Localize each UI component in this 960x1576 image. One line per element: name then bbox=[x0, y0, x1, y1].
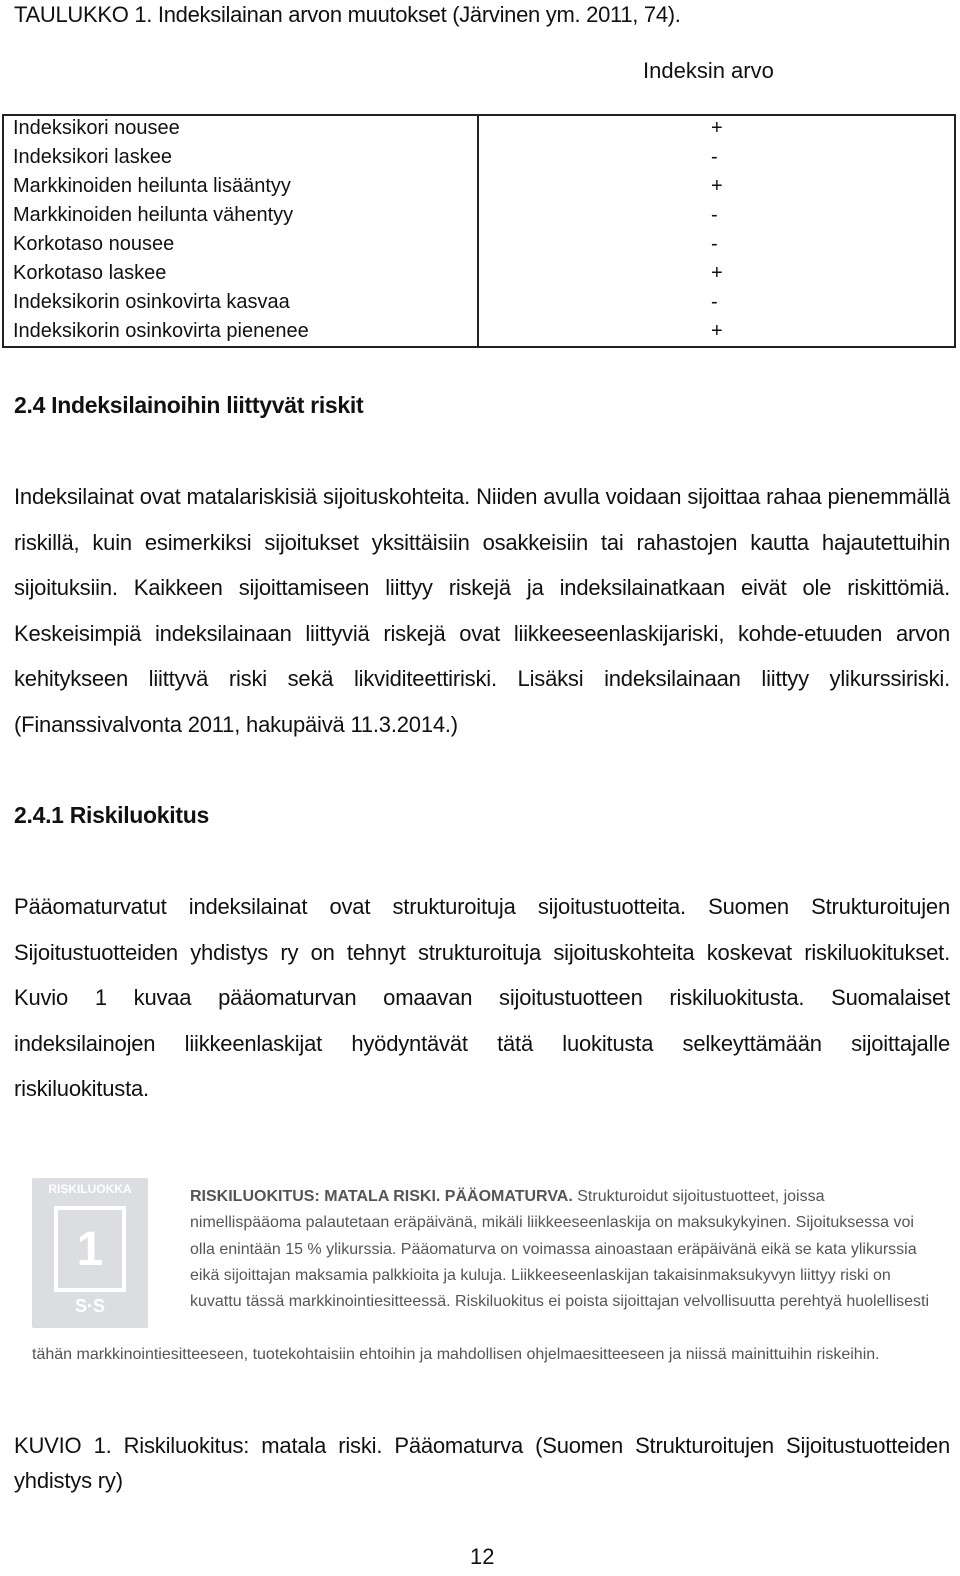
badge-title: RISKILUOKKA bbox=[48, 1182, 132, 1196]
row-label: Markkinoiden heilunta vähentyy bbox=[2, 201, 478, 230]
badge-number: 1 bbox=[54, 1206, 126, 1292]
table-row bbox=[2, 172, 954, 201]
row-value: - bbox=[711, 233, 718, 255]
table-row bbox=[2, 317, 954, 346]
section-2-4-paragraph: Indeksilainat ovat matalariskisiä sijoituskohteita. Niiden avulla voidaan sijoittaa rahaa pienemmällä riskillä, kuin esimerkiksi sijoitukset yksittäisiin osakkeisiin tai rahastojen kautta hajautettuihin sijoituksiin. Kaikkeen sijoittamiseen liittyy riskejä ja indeksilainatkaan eivät ole riskittömiä. Keskeisimpiä indeksilainaan liittyviä riskejä ovat liikkeeseenlaskijariski, kohde-etuuden arvon kehitykseen liittyvä riski sekä likviditeettiriski. Lisäksi indeksilainaan liittyy ylikurssiriski. (Finanssivalvonta 2011, hakupäivä 11.3.2014.) bbox=[14, 484, 950, 737]
row-value: - bbox=[711, 146, 718, 168]
row-label: Markkinoiden heilunta lisääntyy bbox=[2, 172, 478, 201]
row-label: Korkotaso nousee bbox=[2, 230, 478, 259]
column-header: Indeksin arvo bbox=[643, 58, 774, 83]
table-row bbox=[2, 230, 954, 259]
table-row bbox=[2, 201, 954, 230]
row-label: Indeksikorin osinkovirta pienenee bbox=[2, 317, 478, 346]
table-row bbox=[2, 143, 954, 172]
section-heading-2-4-1: 2.4.1 Riskiluokitus bbox=[14, 802, 209, 828]
figure-caption: KUVIO 1. Riskiluokitus: matala riski. Pääomaturva (Suomen Strukturoitujen Sijoitustuotteiden yhdistys ry) bbox=[14, 1433, 950, 1493]
row-label: Indeksikori laskee bbox=[2, 143, 478, 172]
risk-headline: RISKILUOKITUS: MATALA RISKI. PÄÄOMATURVA. bbox=[190, 1188, 573, 1205]
risk-classification-figure bbox=[14, 1166, 950, 1398]
row-value: - bbox=[711, 204, 718, 226]
row-value: + bbox=[711, 175, 723, 197]
page-number: 12 bbox=[470, 1544, 495, 1569]
table-row bbox=[2, 114, 954, 143]
table-row bbox=[2, 288, 954, 317]
table-caption: TAULUKKO 1. Indeksilainan arvon muutokset (Järvinen ym. 2011, 74). bbox=[14, 2, 681, 27]
badge-logo: S·S bbox=[74, 1296, 105, 1316]
risk-body: Strukturoidut sijoitustuotteet, joissa nimellispääoma palautetaan eräpäivänä, mikäli liikkeeseenlaskija on maksukykyinen. Sijoituksessa voi olla enintään 15 % ylikurssia. Pääomaturva on voimassa ainoastaan eräpäivänä eikä se kata ylikurssia eikä sijoittajan maksamia palkkioita ja kuluja. Liikkeeseenlaskijan takaisinmaksukyvyn liittyy riski on kuvattu tässä markkinointiesitteessä. Riskiluokitus ei poista sijoittajan velvollisuutta perehtyä huolellisesti bbox=[190, 1188, 930, 1311]
row-label: Korkotaso laskee bbox=[2, 259, 478, 288]
row-value: + bbox=[711, 117, 723, 139]
row-label: Indeksikori nousee bbox=[2, 114, 478, 143]
risk-description-tail: tähän markkinointiesitteeseen, tuotekohtaisiin ehtoihin ja mahdollisen ohjelmaesitteeseen ja niissä mainittuihin riskeihin. bbox=[32, 1346, 880, 1363]
row-value: + bbox=[711, 320, 723, 342]
index-value-table bbox=[2, 114, 954, 346]
section-2-4-1-paragraph: Pääomaturvatut indeksilainat ovat strukturoituja sijoitustuotteita. Suomen Strukturoitujen Sijoitustuotteiden yhdistys ry on tehnyt strukturoituja sijoituskohteita koskevat riskiluokitukset. Kuvio 1 kuvaa pääomaturvan omaavan sijoitustuotteen riskiluokitusta. Suomalaiset indeksilainojen liikkeenlaskijat hyödyntävät tätä luokitusta selkeyttämään sijoittajalle riskiluokitusta. bbox=[14, 894, 950, 1101]
row-value: + bbox=[711, 262, 723, 284]
risk-class-badge bbox=[32, 1178, 148, 1328]
row-label: Indeksikorin osinkovirta kasvaa bbox=[2, 288, 478, 317]
section-heading-2-4: 2.4 Indeksilainoihin liittyvät riskit bbox=[14, 392, 364, 418]
table-row bbox=[2, 259, 954, 288]
risk-description bbox=[190, 1184, 930, 1315]
row-value: - bbox=[711, 291, 718, 313]
